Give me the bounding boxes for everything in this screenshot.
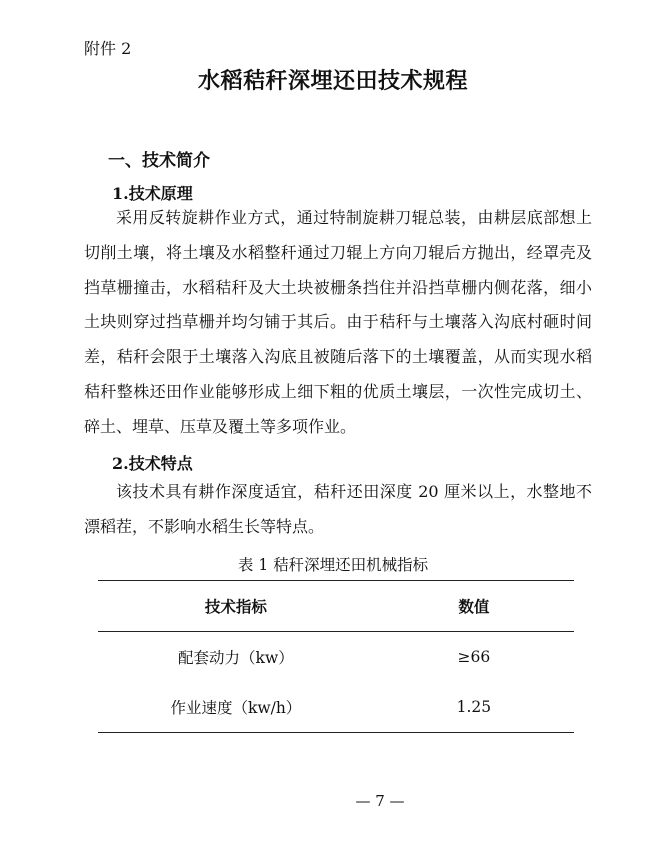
table-cell-indicator: 配套动力（kw） [178,649,294,667]
table-header-row [98,581,574,632]
table-header-indicator: 技术指标 [98,581,374,632]
features-paragraph: 该技术具有耕作深度适宜，秸秆还田深度 20 厘米以上，水整地不漂稻茬，不影响水稻生长等特点。 [84,482,592,536]
table-cell-indicator: 作业速度（kw/h） [98,682,374,733]
document-title: 水稻秸秆深埋还田技术规程 [197,68,468,94]
features-heading: 2.技术特点 [112,454,193,473]
section-heading: 一、技术简介 [108,151,210,171]
principle-paragraph: 采用反转旋耕作业方式，通过特制旋耕刀辊总装，由耕层底部想上切削土壤，将土壤及水稻整秆通过刀辊上方向刀辊后方抛出，经罩壳及挡草栅撞击，水稻秸秆及大土块被栅条挡住并沿挡草栅内侧花落，细小土块则穿过挡草栅并均匀铺于其后。由于秸秆与土壤落入沟底村砸时间差，秸秆会限于土壤落入沟底且被随后落下的土壤覆盖，从而实现水稻秸秆整株还田作业能够形成上细下粗的优质土壤层，一次性完成切土、碎土、埋草、压草及覆土等多项作业。 [84,208,592,436]
attachment-label: 附件 2 [84,39,132,58]
table-header-value: 数值 [374,581,574,632]
table-cell-value: 1.25 [374,682,574,733]
table-caption: 表 1 秸秆深埋还田机械指标 [237,556,429,574]
principle-heading: 1.技术原理 [112,184,193,203]
table-row [98,632,574,683]
table-row [98,682,574,733]
indicator-table [98,580,574,733]
table-cell-value: ≥66 [457,648,491,666]
page-number: — 7 — [355,792,405,810]
